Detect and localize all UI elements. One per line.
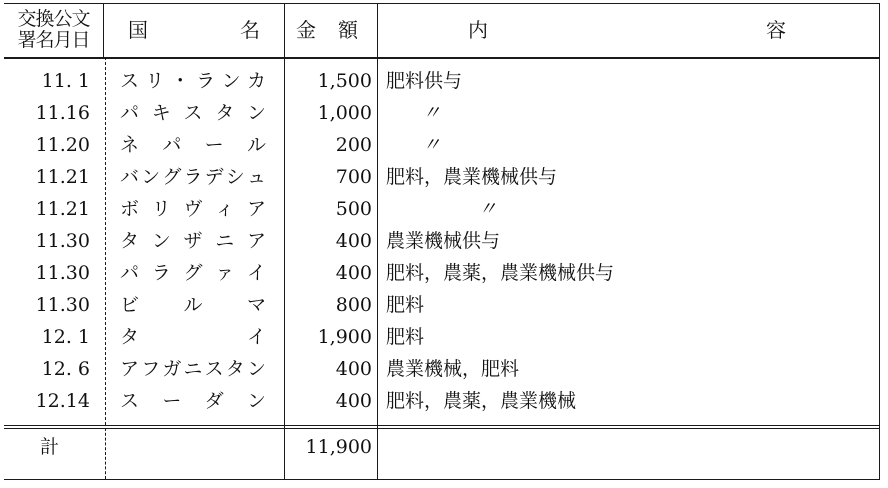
country-char: シ bbox=[225, 166, 245, 188]
country-char: リ bbox=[151, 198, 171, 220]
row-amount: 1,500 bbox=[317, 70, 372, 92]
row-amount: 700 bbox=[335, 166, 372, 188]
rule-top bbox=[4, 3, 880, 4]
row-content: 肥料，農薬，農業機械供与 bbox=[386, 262, 615, 284]
country-char: ア bbox=[246, 198, 266, 220]
header-amount-b: 額 bbox=[338, 18, 358, 42]
country-char: パ bbox=[120, 262, 140, 284]
country-char: ル bbox=[246, 134, 266, 156]
header-content-b: 容 bbox=[766, 18, 786, 42]
row-country bbox=[108, 129, 268, 161]
row-amount: 400 bbox=[335, 230, 372, 252]
row-date: 11.30 bbox=[35, 262, 90, 284]
row-date: 11. 1 bbox=[41, 70, 90, 92]
row-amount: 800 bbox=[335, 294, 372, 316]
country-char: ン bbox=[151, 230, 171, 252]
row-content: 〃 bbox=[422, 134, 442, 156]
country-char: パ bbox=[120, 102, 140, 124]
country-char: イ bbox=[246, 262, 266, 284]
row-amount: 1,900 bbox=[317, 326, 372, 348]
row-country bbox=[108, 321, 268, 353]
rule-bottom bbox=[4, 479, 880, 480]
country-char: ボ bbox=[120, 198, 140, 220]
country-char: タ bbox=[215, 102, 235, 124]
country-char: ニ bbox=[215, 230, 235, 252]
country-char: ア bbox=[246, 230, 266, 252]
row-content: 肥料 bbox=[386, 326, 425, 348]
table-row bbox=[4, 65, 880, 97]
row-amount: 400 bbox=[335, 358, 372, 380]
country-char: ラ bbox=[183, 166, 203, 188]
row-country bbox=[108, 225, 268, 257]
row-country bbox=[108, 161, 268, 193]
vrule-1-total bbox=[105, 428, 106, 479]
country-char: ヴ bbox=[183, 198, 203, 220]
row-date: 11.16 bbox=[35, 102, 90, 124]
row-date: 12.14 bbox=[35, 390, 90, 412]
table-row bbox=[4, 353, 880, 385]
country-char: デ bbox=[204, 166, 224, 188]
country-char: ザ bbox=[183, 230, 203, 252]
rule-total-top bbox=[4, 425, 880, 426]
row-date: 11.21 bbox=[35, 198, 90, 220]
header-content-a: 内 bbox=[468, 18, 488, 42]
country-char: ガ bbox=[162, 358, 182, 380]
row-content: 肥料 bbox=[386, 294, 425, 316]
country-char: タ bbox=[225, 358, 245, 380]
country-char: ス bbox=[183, 102, 203, 124]
country-char: イ bbox=[246, 326, 266, 348]
country-char: ダ bbox=[204, 390, 224, 412]
country-char: キ bbox=[151, 102, 171, 124]
row-country bbox=[108, 257, 268, 289]
row-amount: 400 bbox=[335, 262, 372, 284]
country-char: ュ bbox=[246, 166, 266, 188]
total-amount: 11,900 bbox=[305, 436, 372, 458]
table-row bbox=[4, 193, 880, 225]
country-char: ィ bbox=[215, 198, 235, 220]
country-char: カ bbox=[246, 70, 266, 92]
header-amount-a: 金 bbox=[296, 18, 316, 42]
row-country bbox=[108, 97, 268, 129]
country-char: ・ bbox=[170, 70, 190, 92]
country-char: ス bbox=[204, 358, 224, 380]
row-amount: 200 bbox=[335, 134, 372, 156]
row-content: 肥料供与 bbox=[386, 70, 463, 92]
row-date: 11.30 bbox=[35, 294, 90, 316]
country-char: バ bbox=[120, 166, 140, 188]
table-row bbox=[4, 225, 880, 257]
country-char: ス bbox=[120, 70, 140, 92]
country-char: ビ bbox=[120, 294, 140, 316]
total-row bbox=[4, 427, 880, 459]
row-content: 農業機械供与 bbox=[386, 230, 501, 252]
row-amount: 1,000 bbox=[317, 102, 372, 124]
header-country-b: 名 bbox=[240, 18, 260, 42]
country-char: ン bbox=[221, 70, 241, 92]
country-char: ン bbox=[246, 102, 266, 124]
row-country bbox=[108, 385, 268, 417]
header-date-line1: 交換公文 bbox=[17, 8, 90, 30]
country-char: フ bbox=[141, 358, 161, 380]
country-char: パ bbox=[162, 134, 182, 156]
row-amount: 400 bbox=[335, 390, 372, 412]
row-country bbox=[108, 353, 268, 385]
rule-total-top-2 bbox=[4, 428, 880, 429]
table-row bbox=[4, 385, 880, 417]
row-content: 〃 bbox=[478, 198, 498, 220]
country-char: タ bbox=[120, 326, 140, 348]
table-row bbox=[4, 129, 880, 161]
header-country-a: 国 bbox=[128, 18, 148, 42]
country-char: ア bbox=[120, 358, 140, 380]
country-char: ー bbox=[162, 390, 182, 412]
country-char: ネ bbox=[120, 134, 140, 156]
row-country bbox=[108, 193, 268, 225]
vrule-1 bbox=[105, 57, 106, 425]
country-char: ー bbox=[204, 134, 224, 156]
table-row bbox=[4, 321, 880, 353]
vrule-2 bbox=[284, 3, 285, 479]
table-row bbox=[4, 289, 880, 321]
row-date: 11.20 bbox=[35, 134, 90, 156]
row-date: 11.30 bbox=[35, 230, 90, 252]
table-row bbox=[4, 97, 880, 129]
row-date: 12. 1 bbox=[41, 326, 90, 348]
table-row bbox=[4, 161, 880, 193]
country-char: タ bbox=[120, 230, 140, 252]
row-content: 〃 bbox=[422, 102, 442, 124]
rule-header bbox=[4, 57, 880, 59]
country-char: グ bbox=[183, 262, 203, 284]
country-char: ン bbox=[246, 390, 266, 412]
country-char: リ bbox=[145, 70, 165, 92]
row-date: 12. 6 bbox=[41, 358, 90, 380]
row-country bbox=[108, 289, 268, 321]
country-char: マ bbox=[246, 294, 266, 316]
country-char: グ bbox=[162, 166, 182, 188]
country-char: ラ bbox=[196, 70, 216, 92]
row-country bbox=[108, 65, 268, 97]
country-char: ン bbox=[141, 166, 161, 188]
total-label: 計 bbox=[40, 436, 60, 458]
country-char: ン bbox=[246, 358, 266, 380]
table-row bbox=[4, 257, 880, 289]
row-content: 肥料，農薬，農業機械 bbox=[386, 390, 577, 412]
row-content: 農業機械，肥料 bbox=[386, 358, 520, 380]
row-content: 肥料，農業機械供与 bbox=[386, 166, 558, 188]
vrule-right bbox=[879, 3, 880, 479]
header-date-line2: 署名月日 bbox=[17, 29, 90, 51]
header-date bbox=[4, 3, 103, 57]
vrule-1-header bbox=[103, 3, 104, 57]
row-amount: 500 bbox=[335, 198, 372, 220]
country-char: ニ bbox=[183, 358, 203, 380]
country-char: ァ bbox=[215, 262, 235, 284]
country-char: ル bbox=[183, 294, 203, 316]
country-char: ス bbox=[120, 390, 140, 412]
vrule-3 bbox=[377, 3, 378, 479]
row-date: 11.21 bbox=[35, 166, 90, 188]
country-char: ラ bbox=[151, 262, 171, 284]
